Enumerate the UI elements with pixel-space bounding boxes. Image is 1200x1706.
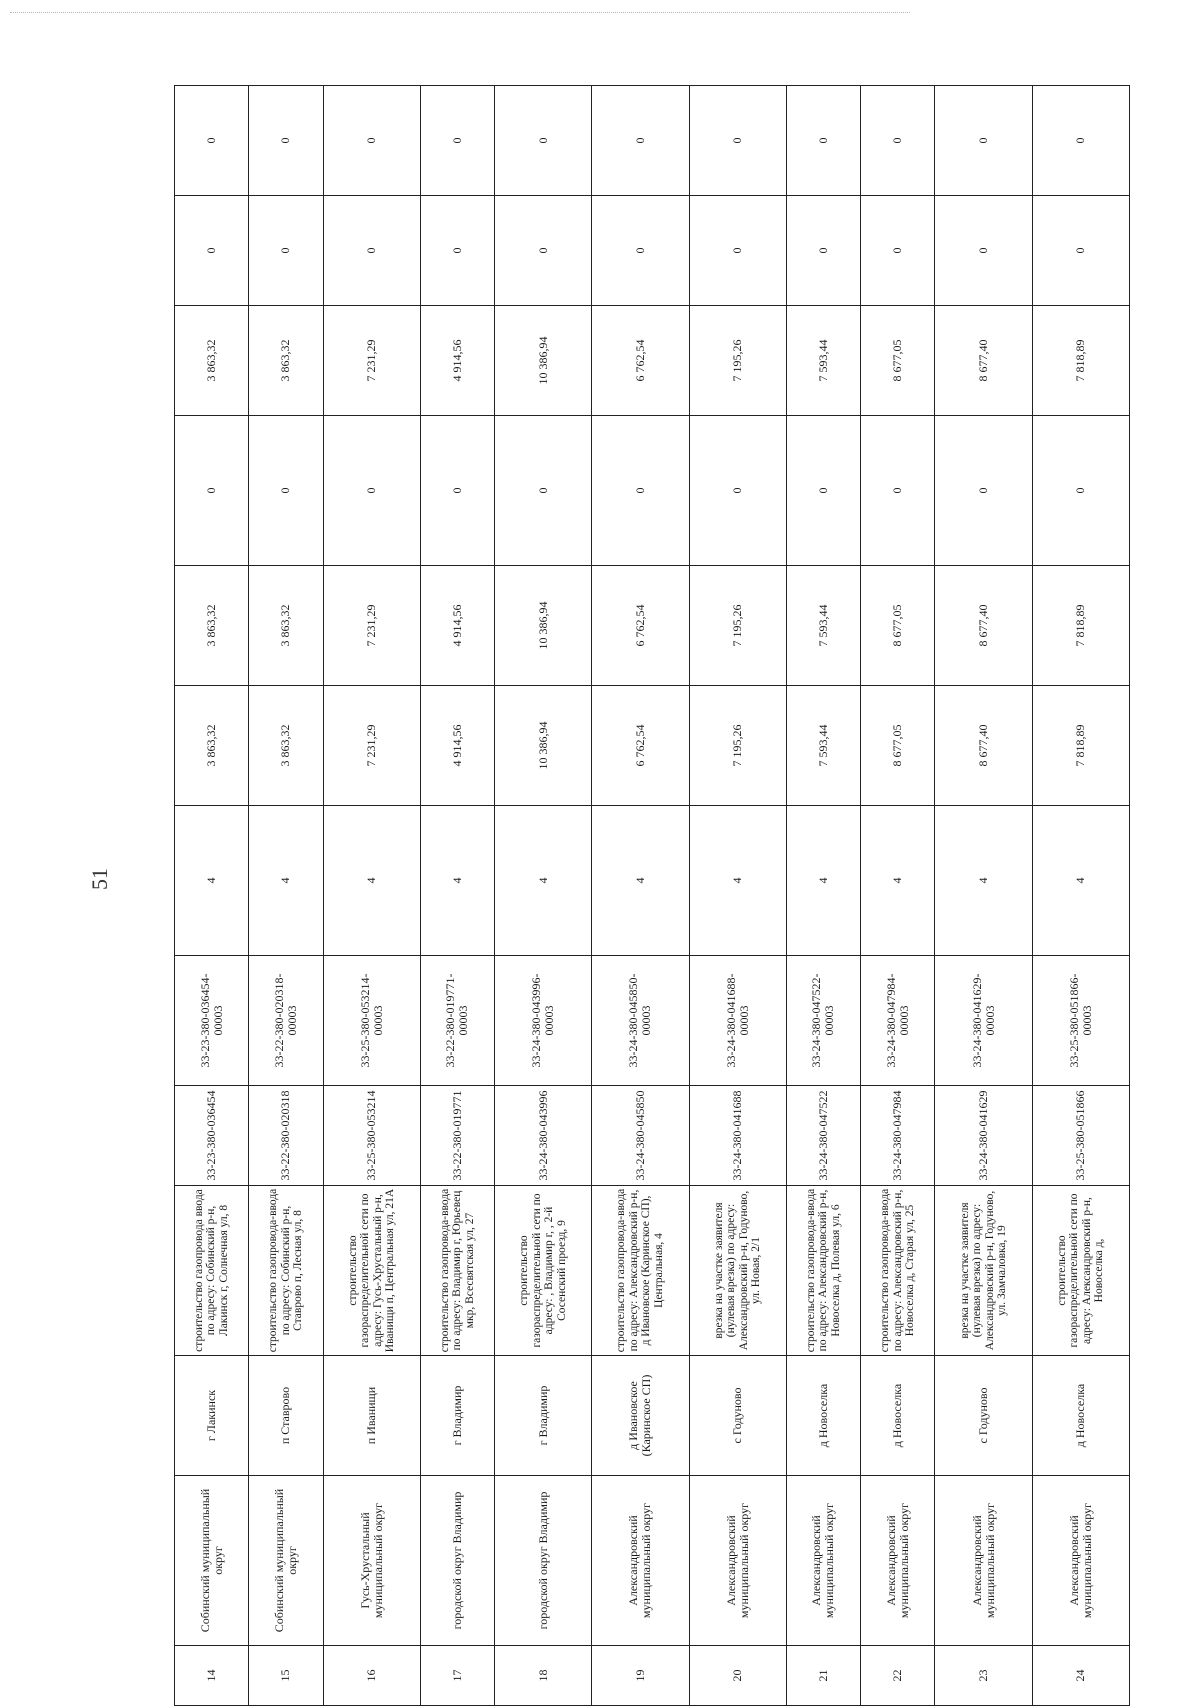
cell-municipality: Гусь-Хрустальный муниципальный округ — [323, 1476, 420, 1646]
cell-application-id: 33-25-380-051866 — [1032, 1086, 1129, 1186]
cell-contract-id: 33-24-380-041629-00003 — [935, 956, 1032, 1086]
cell-amount-c: 7 818,89 — [1032, 306, 1129, 416]
table-row — [592, 86, 689, 1706]
cell-settlement: д Новоселка — [1032, 1356, 1129, 1476]
cell-row-number: 23 — [935, 1646, 1032, 1706]
table-row — [420, 86, 494, 1706]
cell-amount-c: 8 677,05 — [861, 306, 935, 416]
cell-application-id: 33-24-380-043996 — [495, 1086, 592, 1186]
cell-municipality: Александровский муниципальный округ — [935, 1476, 1032, 1646]
cell-amount-e: 0 — [935, 86, 1032, 196]
cell-amount-a: 7 818,89 — [1032, 566, 1129, 686]
cell-amount-d: 0 — [935, 196, 1032, 306]
cell-row-number: 16 — [323, 1646, 420, 1706]
cell-amount-d: 0 — [861, 196, 935, 306]
cell-category: 4 — [689, 806, 786, 956]
cell-settlement: д Новоселка — [861, 1356, 935, 1476]
cell-contract-id: 33-25-380-053214-00003 — [323, 956, 420, 1086]
cell-contract-id: 33-24-380-043996-00003 — [495, 956, 592, 1086]
cell-amount-total: 7 593,44 — [786, 686, 860, 806]
cell-municipality: городской округ Владимир — [495, 1476, 592, 1646]
cell-amount-c: 7 593,44 — [786, 306, 860, 416]
cell-amount-b: 0 — [592, 416, 689, 566]
cell-work-description: строительство газораспределительной сети по адресу: , Владимир г, , 2-й Сосенский проезд, 9 — [495, 1186, 592, 1356]
cell-settlement: д Новоселка — [786, 1356, 860, 1476]
cell-amount-b: 0 — [175, 416, 249, 566]
cell-amount-total: 3 863,32 — [249, 686, 323, 806]
cell-amount-c: 4 914,56 — [420, 306, 494, 416]
cell-amount-total: 7 818,89 — [1032, 686, 1129, 806]
cell-category: 4 — [935, 806, 1032, 956]
cell-application-id: 33-24-380-041629 — [935, 1086, 1032, 1186]
cell-amount-c: 6 762,54 — [592, 306, 689, 416]
table-row — [689, 86, 786, 1706]
page-number: 51 — [87, 868, 112, 890]
cell-amount-b: 0 — [249, 416, 323, 566]
cell-amount-e: 0 — [420, 86, 494, 196]
cell-amount-b: 0 — [786, 416, 860, 566]
cell-amount-e: 0 — [175, 86, 249, 196]
cell-row-number: 14 — [175, 1646, 249, 1706]
cell-category: 4 — [1032, 806, 1129, 956]
cell-contract-id: 33-22-380-020318-00003 — [249, 956, 323, 1086]
cell-application-id: 33-24-380-045850 — [592, 1086, 689, 1186]
cell-amount-total: 8 677,40 — [935, 686, 1032, 806]
cell-application-id: 33-24-380-041688 — [689, 1086, 786, 1186]
cell-category: 4 — [249, 806, 323, 956]
cell-amount-c: 10 386,94 — [495, 306, 592, 416]
cell-amount-e: 0 — [786, 86, 860, 196]
gas-connection-table — [174, 85, 1130, 1706]
cell-amount-d: 0 — [420, 196, 494, 306]
cell-amount-a: 3 863,32 — [249, 566, 323, 686]
table-row — [935, 86, 1032, 1706]
cell-amount-a: 8 677,05 — [861, 566, 935, 686]
cell-work-description: строительство газораспределительной сети по адресу: Гусь-Хрустальный р-н, Иванищи п, Центральная ул, 21А — [323, 1186, 420, 1356]
cell-municipality: Собинский муниципальный округ — [175, 1476, 249, 1646]
cell-work-description: строительство газопровода-ввода по адресу: Александровский р-н, Новоселка д, Полевая ул, 6 — [786, 1186, 860, 1356]
cell-amount-total: 7 231,29 — [323, 686, 420, 806]
rotated-table-wrapper — [174, 86, 1130, 1706]
cell-work-description: строительство газопровода-ввода по адресу: Александровский р-н, д Ивановское (Каринское СП), Центральная, 4 — [592, 1186, 689, 1356]
cell-amount-d: 0 — [323, 196, 420, 306]
table-row — [861, 86, 935, 1706]
cell-amount-c: 7 195,26 — [689, 306, 786, 416]
cell-contract-id: 33-24-380-047522-00003 — [786, 956, 860, 1086]
cell-amount-total: 8 677,05 — [861, 686, 935, 806]
cell-work-description: строительство газопровода-ввода по адресу: Александровский р-н, Новоселка д, Старая ул, 25 — [861, 1186, 935, 1356]
scan-top-line — [10, 12, 910, 13]
cell-amount-a: 7 593,44 — [786, 566, 860, 686]
cell-category: 4 — [323, 806, 420, 956]
cell-municipality: Александровский муниципальный округ — [786, 1476, 860, 1646]
table-row — [175, 86, 249, 1706]
table-row — [1032, 86, 1129, 1706]
cell-amount-a: 4 914,56 — [420, 566, 494, 686]
cell-amount-b: 0 — [323, 416, 420, 566]
cell-contract-id: 33-22-380-019771-00003 — [420, 956, 494, 1086]
cell-amount-e: 0 — [1032, 86, 1129, 196]
cell-contract-id: 33-25-380-051866-00003 — [1032, 956, 1129, 1086]
cell-municipality: Александровский муниципальный округ — [689, 1476, 786, 1646]
table-row — [495, 86, 592, 1706]
cell-municipality: Александровский муниципальный округ — [861, 1476, 935, 1646]
table-body — [175, 86, 1130, 1706]
cell-category: 4 — [861, 806, 935, 956]
cell-municipality: Александровский муниципальный округ — [1032, 1476, 1129, 1646]
cell-row-number: 19 — [592, 1646, 689, 1706]
cell-application-id: 33-23-380-036454 — [175, 1086, 249, 1186]
cell-amount-e: 0 — [249, 86, 323, 196]
cell-row-number: 17 — [420, 1646, 494, 1706]
cell-amount-e: 0 — [689, 86, 786, 196]
cell-amount-b: 0 — [935, 416, 1032, 566]
cell-amount-d: 0 — [786, 196, 860, 306]
cell-row-number: 24 — [1032, 1646, 1129, 1706]
cell-row-number: 20 — [689, 1646, 786, 1706]
cell-application-id: 33-24-380-047522 — [786, 1086, 860, 1186]
cell-settlement: г Владимир — [420, 1356, 494, 1476]
cell-amount-b: 0 — [861, 416, 935, 566]
cell-municipality: городской округ Владимир — [420, 1476, 494, 1646]
cell-amount-total: 6 762,54 — [592, 686, 689, 806]
cell-amount-total: 3 863,32 — [175, 686, 249, 806]
cell-amount-b: 0 — [420, 416, 494, 566]
cell-amount-e: 0 — [592, 86, 689, 196]
cell-work-description: врезка на участке заявителя (нулевая врезка) по адресу: Александровский р-н, Годуново, ул. Замчаловка, 19 — [935, 1186, 1032, 1356]
cell-row-number: 18 — [495, 1646, 592, 1706]
cell-amount-b: 0 — [689, 416, 786, 566]
cell-amount-a: 3 863,32 — [175, 566, 249, 686]
cell-application-id: 33-25-380-053214 — [323, 1086, 420, 1186]
cell-amount-a: 8 677,40 — [935, 566, 1032, 686]
cell-amount-total: 10 386,94 — [495, 686, 592, 806]
cell-settlement: с Годуново — [689, 1356, 786, 1476]
cell-category: 4 — [420, 806, 494, 956]
cell-amount-e: 0 — [323, 86, 420, 196]
cell-settlement: г Владимир — [495, 1356, 592, 1476]
cell-contract-id: 33-24-380-041688-00003 — [689, 956, 786, 1086]
cell-amount-a: 7 231,29 — [323, 566, 420, 686]
cell-amount-c: 8 677,40 — [935, 306, 1032, 416]
cell-amount-a: 7 195,26 — [689, 566, 786, 686]
cell-contract-id: 33-24-380-047984-00003 — [861, 956, 935, 1086]
cell-contract-id: 33-24-380-045850-00003 — [592, 956, 689, 1086]
cell-amount-d: 0 — [689, 196, 786, 306]
cell-amount-c: 3 863,32 — [249, 306, 323, 416]
cell-work-description: строительство газораспределительной сети по адресу: Александровский р-н, Новоселка д, — [1032, 1186, 1129, 1356]
cell-row-number: 22 — [861, 1646, 935, 1706]
cell-amount-d: 0 — [1032, 196, 1129, 306]
cell-amount-total: 4 914,56 — [420, 686, 494, 806]
cell-amount-c: 7 231,29 — [323, 306, 420, 416]
cell-amount-d: 0 — [175, 196, 249, 306]
cell-work-description: врезка на участке заявителя (нулевая врезка) по адресу: Александровский р-н, Годуново, ул. Новая, 2/1 — [689, 1186, 786, 1356]
cell-category: 4 — [175, 806, 249, 956]
cell-municipality: Собинский муниципальный округ — [249, 1476, 323, 1646]
cell-settlement: д Ивановское (Каринское СП) — [592, 1356, 689, 1476]
cell-amount-b: 0 — [495, 416, 592, 566]
cell-settlement: с Годуново — [935, 1356, 1032, 1476]
cell-application-id: 33-24-380-047984 — [861, 1086, 935, 1186]
cell-work-description: строительство газопровода-ввода по адресу: Владимир г, Юрьевец мкр, Всесвятская ул, 27 — [420, 1186, 494, 1356]
cell-settlement: г Лакинск — [175, 1356, 249, 1476]
cell-amount-e: 0 — [861, 86, 935, 196]
cell-category: 4 — [495, 806, 592, 956]
cell-row-number: 15 — [249, 1646, 323, 1706]
cell-category: 4 — [786, 806, 860, 956]
cell-category: 4 — [592, 806, 689, 956]
cell-amount-b: 0 — [1032, 416, 1129, 566]
cell-amount-a: 10 386,94 — [495, 566, 592, 686]
cell-settlement: п Ставрово — [249, 1356, 323, 1476]
cell-amount-e: 0 — [495, 86, 592, 196]
table-row — [786, 86, 860, 1706]
cell-settlement: п Иванищи — [323, 1356, 420, 1476]
cell-work-description: строительство газопровода-ввода по адресу: Собинский р-н, Ставрово п, Лесная ул, 8 — [249, 1186, 323, 1356]
cell-amount-d: 0 — [592, 196, 689, 306]
cell-row-number: 21 — [786, 1646, 860, 1706]
cell-work-description: строительство газопровода ввода по адресу: Собинский р-н, Лакинск г, Солнечная ул, 8 — [175, 1186, 249, 1356]
cell-amount-d: 0 — [495, 196, 592, 306]
cell-contract-id: 33-23-380-036454-00003 — [175, 956, 249, 1086]
cell-amount-total: 7 195,26 — [689, 686, 786, 806]
cell-application-id: 33-22-380-020318 — [249, 1086, 323, 1186]
cell-amount-c: 3 863,32 — [175, 306, 249, 416]
table-row — [323, 86, 420, 1706]
cell-municipality: Александровский муниципальный округ — [592, 1476, 689, 1646]
cell-amount-a: 6 762,54 — [592, 566, 689, 686]
table-row — [249, 86, 323, 1706]
cell-application-id: 33-22-380-019771 — [420, 1086, 494, 1186]
cell-amount-d: 0 — [249, 196, 323, 306]
